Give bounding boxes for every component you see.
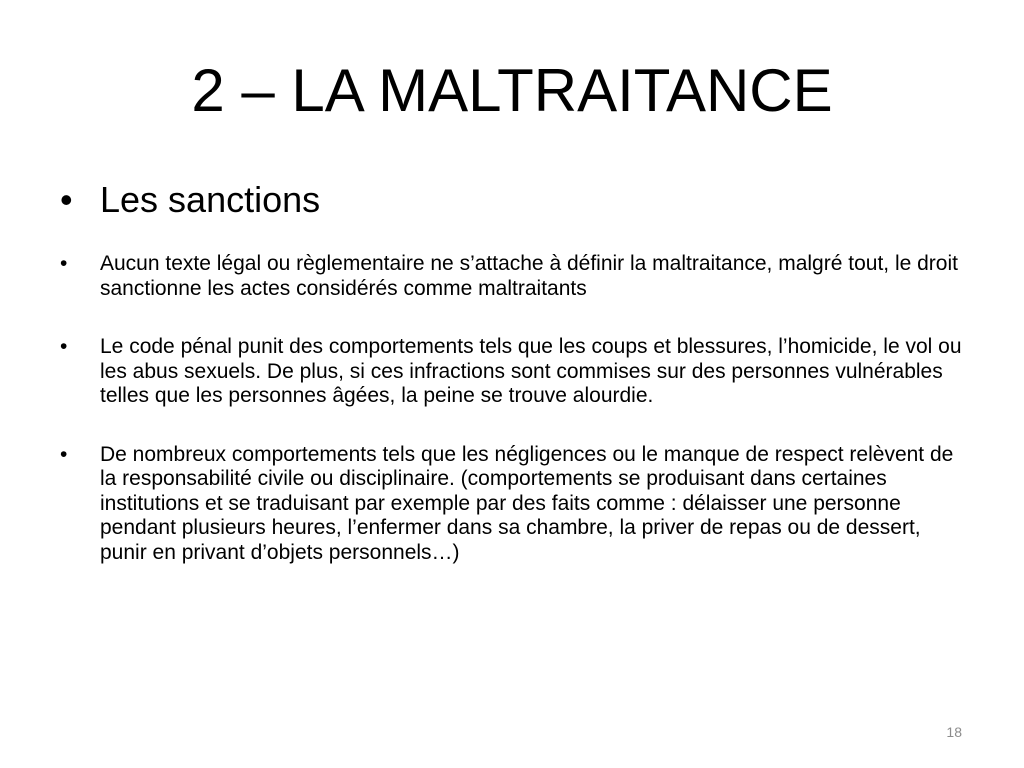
bullet-text: De nombreux comportements tels que les négligences ou le manque de respect relèvent de la responsabilité civile ou disciplinaire. (comportements se produisant dans certaines institutions et se traduisant par exemple par des faits comme : délaisser une personne pendant plusieurs heures, l’enfermer dans sa chambre, la priver de repas ou de dessert, punir en privant d’objets personnels…): [100, 442, 954, 564]
bullet-text: Le code pénal punit des comportements tels que les coups et blessures, l’homicide, le vol ou les abus sexuels. De plus, si ces infractions sont commises sur des personnes vulnérables telles que les personnes âgées, la peine se trouve alourdie.: [100, 335, 962, 407]
bullet-list: [56, 178, 966, 599]
slide-title: 2 – LA MALTRAITANCE: [191, 57, 833, 124]
bullet-marker: •: [60, 335, 68, 358]
bullet-marker: •: [60, 442, 68, 466]
bullet-item-behaviors: [56, 443, 966, 566]
bullet-marker: •: [60, 252, 68, 275]
bullet-text: Aucun texte légal ou règlementaire ne s’attache à définir la maltraitance, malgré tout, le droit sanctionne les actes considérés comme maltraitants: [100, 252, 958, 300]
bullet-item-penal-code: [56, 335, 966, 409]
bullet-item-sanctions: [56, 178, 966, 222]
page-number: 18: [946, 724, 962, 740]
bullet-marker: •: [60, 179, 73, 220]
bullet-text: Les sanctions: [100, 179, 321, 220]
bullet-item-legal-text: [56, 252, 966, 301]
